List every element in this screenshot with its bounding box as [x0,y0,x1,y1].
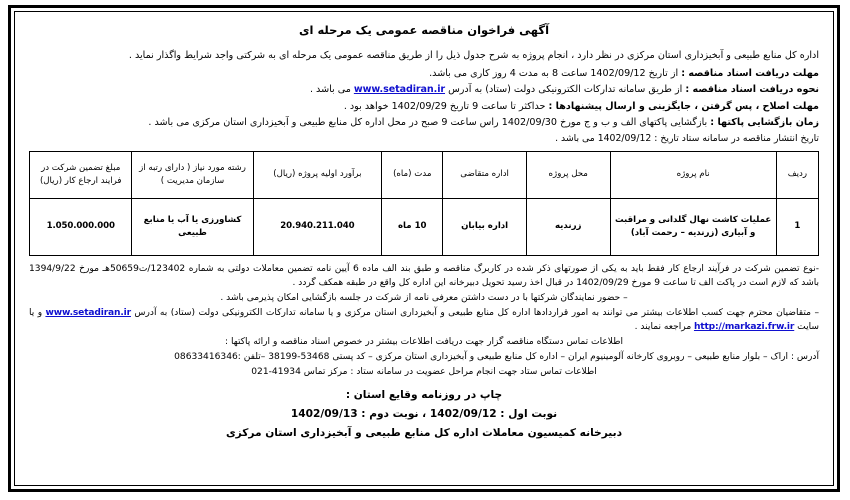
footer-section [29,386,819,443]
note-setad-contact: اطلاعات تماس ستاد جهت انجام مراحل عضویت در سامانه ستاد : مرکز تماس 41934-021 [251,366,597,377]
info-line-opening-time [29,115,819,131]
cell-place: زرندیه [526,198,610,255]
cell-office: اداره بیابان [443,198,527,255]
note-more-info-start: – متقاضیان محترم جهت کسب اطلاعات بیشتر می توانند به امور قراردادها اداره کل منابع طبیعی و آبخیزداری استان مرکزی و یا سامانه تدارکات الکترونیکی دولت (ستاد) به آدرس [134,307,819,318]
footer-issuer: دبیرخانه کمیسیون معاملات اداره کل منابع طبیعی و آبخیزداری استان مرکزی [225,427,623,439]
info-label-opening-time: زمان بازگشایی پاکتها : [710,116,819,128]
info-label-proposal-deadline: مهلت اصلاح ، پس گرفتن ، جایگزینی و ارسال پیشنهادها : [548,100,819,112]
note-more-info-mid: و یا سایت [29,307,819,333]
info-line-document-method [29,82,819,98]
info-label-document-method: نحوه دریافت اسناد مناقصه : [685,84,819,96]
setadiran-link-top[interactable]: www.setadiran.ir [353,84,446,96]
info-text-document-method-after: می باشد . [309,84,351,96]
info-label-document-deadline: مهلت دریافت اسناد مناقصه : [681,68,819,80]
page-title: آگهی فراخوان مناقصه عمومی یک مرحله ای [298,23,550,37]
intro-paragraph: اداره کل منابع طبیعی و آبخیزداری استان مرکزی در نظر دارد ، انجام پروژه به شرح جدول ذیل را از طریق مناقصه عمومی یک مرحله ای به شرکتی واجد شرایط واگذار نماید . [128,49,819,61]
note-guarantee-type: -نوع تضمین شرکت در فرآیند ارجاع کار فقط باید به یکی از صورتهای ذکر شده در کاربرگ مناقصه و طبق بند الف ماده 6 آیین نامه تضمین معاملات دولتی به شماره 123402/ت50659هـ مورخ 1394/9/22 باشد که لازم است در پاکت الف تا ساعت 9 مورخ 1402/09/29 در قبال اخذ رسید تحویل دبیرخانه این اداره کل واقع در طبقه همکف گردد . [29,263,820,289]
info-text-document-deadline: از تاریخ 1402/09/12 ساعت 8 به مدت 4 روز کاری می باشد. [429,68,679,80]
footer-newspaper-line: چاپ در روزنامه وقایع استان : [345,389,503,402]
document-page-frame [8,5,840,492]
table-header-row [30,151,819,198]
setadiran-link-bottom[interactable]: www.setadiran.ir [45,307,131,318]
footer-issue-dates: نوبت اول : 1402/09/12 ، نوبت دوم : 1402/09/13 [290,408,558,421]
table-header-office: اداره متقاضی [443,151,527,198]
cell-duration: 10 ماه [382,198,443,255]
note-contact-header: اطلاعات تماس دستگاه مناقصه گزار جهت دریافت اطلاعات بیشتر در خصوص اسناد مناقصه و ارائه پاکتها : [225,337,623,348]
table-header-guarantee: مبلغ تضمین شرکت در فرایند ارجاع کار (ریال) [30,151,132,198]
markazi-frw-link[interactable]: http://markazi.frw.ir [693,322,795,333]
info-text-document-method-before: از طریق سامانه تدارکات الکترونیکی دولت (ستاد) به آدرس [448,84,683,96]
cell-estimate: 20.940.211.040 [253,198,382,255]
table-header-name: نام پروژه [610,151,776,198]
document-body [15,12,833,485]
tender-table [29,151,819,256]
note-address: آدرس : اراک – بلوار منابع طبیعی – روبروی کارخانه آلومینیوم ایران – اداره کل منابع طبیعی و آبخیزداری استان مرکزی – کد پستی 53468-38199 –تلفن :08633416346 [174,351,819,362]
table-header-place: محل پروژه [526,151,610,198]
document-page-inner-border [14,11,834,486]
note-more-information [29,306,819,335]
notes-section [29,262,819,380]
info-line-document-deadline [29,66,819,82]
publish-date-note: تاریخ انتشار مناقصه در سامانه ستاد تاریخ : 1402/09/12 می باشد . [555,132,819,144]
table-header-field: رشته مورد نیاز ( دارای رتبه از سازمان مدیریت ) [132,151,253,198]
cell-name: عملیات کاشت نهال گلدانی و مراقبت و آبیاری (زرندیه – رحمت آباد) [610,198,776,255]
cell-field: کشاورزی یا آب یا منابع طبیعی [132,198,253,255]
note-more-info-end: مراجعه نمایند . [634,322,692,333]
cell-guarantee: 1.050.000.000 [30,198,132,255]
note-representatives: – حضور نمایندگان شرکتها با در دست داشتن معرفی نامه از شرکت در جلسه بازگشایی امکان پذیرمی باشد . [220,293,628,303]
table-header-duration: مدت (ماه) [382,151,443,198]
cell-radif: 1 [776,198,818,255]
info-text-proposal-deadline: حداکثر تا ساعت 9 تاریخ 1402/09/29 خواهد بود . [343,100,546,112]
table-header-radif: ردیف [776,151,818,198]
table-header-estimate: برآورد اولیه پروژه (ریال) [253,151,382,198]
info-text-opening-time: بازگشایی پاکتهای الف و ب و ج مورخ 1402/09/30 راس ساعت 9 صبح در محل اداره کل منابع طبیعی و آبخیزداری استان مرکزی می باشد . [148,116,708,128]
table-row [30,198,819,255]
info-line-proposal-deadline [29,99,819,115]
